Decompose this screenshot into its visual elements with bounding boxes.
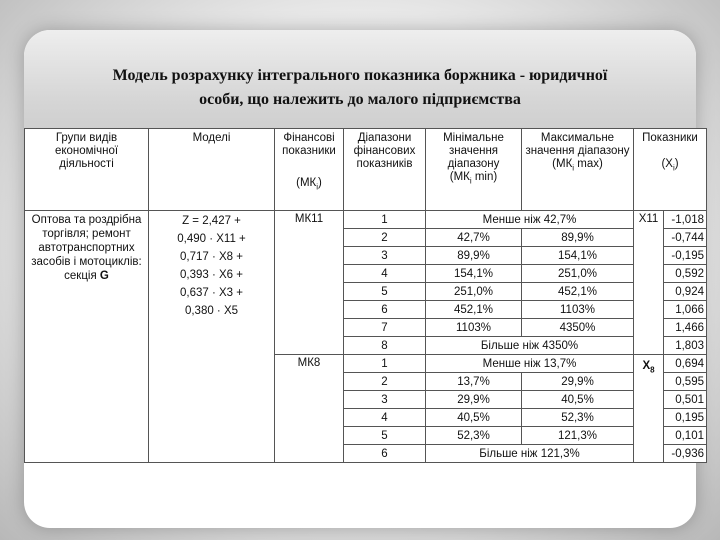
slide-title-line-1: Модель розрахунку інтегрального показника боржника - юридичної [112, 67, 608, 84]
indicator-value: 1,803 [664, 337, 707, 355]
header-ranges: Діапазони фінансових показників [344, 129, 426, 211]
range-min: 42,7% [426, 229, 522, 247]
range-min: 452,1% [426, 301, 522, 319]
range-merged: Менше ніж 13,7% [426, 355, 634, 373]
range-min: 251,0% [426, 283, 522, 301]
table-row [25, 211, 707, 229]
range-max: 89,9% [522, 229, 634, 247]
indicator-mk11: МК11 [275, 211, 344, 355]
slide-title [34, 64, 686, 112]
header-indicators: Показники $(Х_і)$ [634, 129, 707, 211]
indicator-value: 0,101 [664, 427, 707, 445]
slide-title-line-2: особи, що належить до малого підприємства [199, 91, 521, 108]
header-min-value: Мінімальне значення діапазону ($МК_і$ min) [426, 129, 522, 211]
range-merged: Більше ніж 121,3% [426, 445, 634, 463]
range-number: 2 [344, 229, 426, 247]
header-models: Моделі [149, 129, 275, 211]
table-header-row [25, 129, 707, 211]
range-number: 3 [344, 391, 426, 409]
indicator-value: -1,018 [664, 211, 707, 229]
range-number: 5 [344, 283, 426, 301]
range-min: 1103% [426, 319, 522, 337]
indicator-value: 0,595 [664, 373, 707, 391]
range-min: 13,7% [426, 373, 522, 391]
indicator-value: -0,195 [664, 247, 707, 265]
range-number: 4 [344, 265, 426, 283]
header-fin-indicators: Фінансові показники $(МК_і)$ [275, 129, 344, 211]
range-max: 154,1% [522, 247, 634, 265]
model-table [24, 128, 707, 463]
indicator-x8: $Х_8$ [634, 355, 664, 463]
range-merged: Менше ніж 42,7% [426, 211, 634, 229]
indicator-value: 0,924 [664, 283, 707, 301]
indicator-x11: Х11 [634, 211, 664, 355]
range-number: 6 [344, 445, 426, 463]
indicator-value: -0,936 [664, 445, 707, 463]
range-min: 154,1% [426, 265, 522, 283]
indicator-value: 0,592 [664, 265, 707, 283]
range-number: 6 [344, 301, 426, 319]
range-min: 89,9% [426, 247, 522, 265]
range-number: 8 [344, 337, 426, 355]
range-max: 121,3% [522, 427, 634, 445]
range-merged: Більше ніж 4350% [426, 337, 634, 355]
range-max: 52,3% [522, 409, 634, 427]
indicator-value: 0,694 [664, 355, 707, 373]
range-min: 40,5% [426, 409, 522, 427]
range-number: 1 [344, 211, 426, 229]
indicator-value: 0,195 [664, 409, 707, 427]
indicator-value: -0,744 [664, 229, 707, 247]
range-max: 40,5% [522, 391, 634, 409]
range-max: 1103% [522, 301, 634, 319]
range-max: 251,0% [522, 265, 634, 283]
header-max-value: Максимальне значення діапазону ($МК_і$ max) [522, 129, 634, 211]
indicator-mk8: МК8 [275, 355, 344, 463]
range-min: 52,3% [426, 427, 522, 445]
range-max: 452,1% [522, 283, 634, 301]
indicator-value: 0,501 [664, 391, 707, 409]
range-number: 7 [344, 319, 426, 337]
range-number: 2 [344, 373, 426, 391]
range-number: 5 [344, 427, 426, 445]
range-number: 1 [344, 355, 426, 373]
header-groups: Групи видів економічної діяльності [25, 129, 149, 211]
group-name-cell: Оптова та роздрібна торгівля; ремонт автотранспортних засобів і мотоциклів: секція G [25, 211, 149, 463]
indicator-value: 1,466 [664, 319, 707, 337]
range-min: 29,9% [426, 391, 522, 409]
range-number: 4 [344, 409, 426, 427]
range-max: 4350% [522, 319, 634, 337]
indicator-value: 1,066 [664, 301, 707, 319]
range-number: 3 [344, 247, 426, 265]
range-max: 29,9% [522, 373, 634, 391]
model-formula-cell: Z = 2,427 + 0,490 · Х11 + 0,717 · Х8 + 0,393 · Х6 + 0,637 · Х3 + 0,380 · Х5 [149, 211, 275, 463]
